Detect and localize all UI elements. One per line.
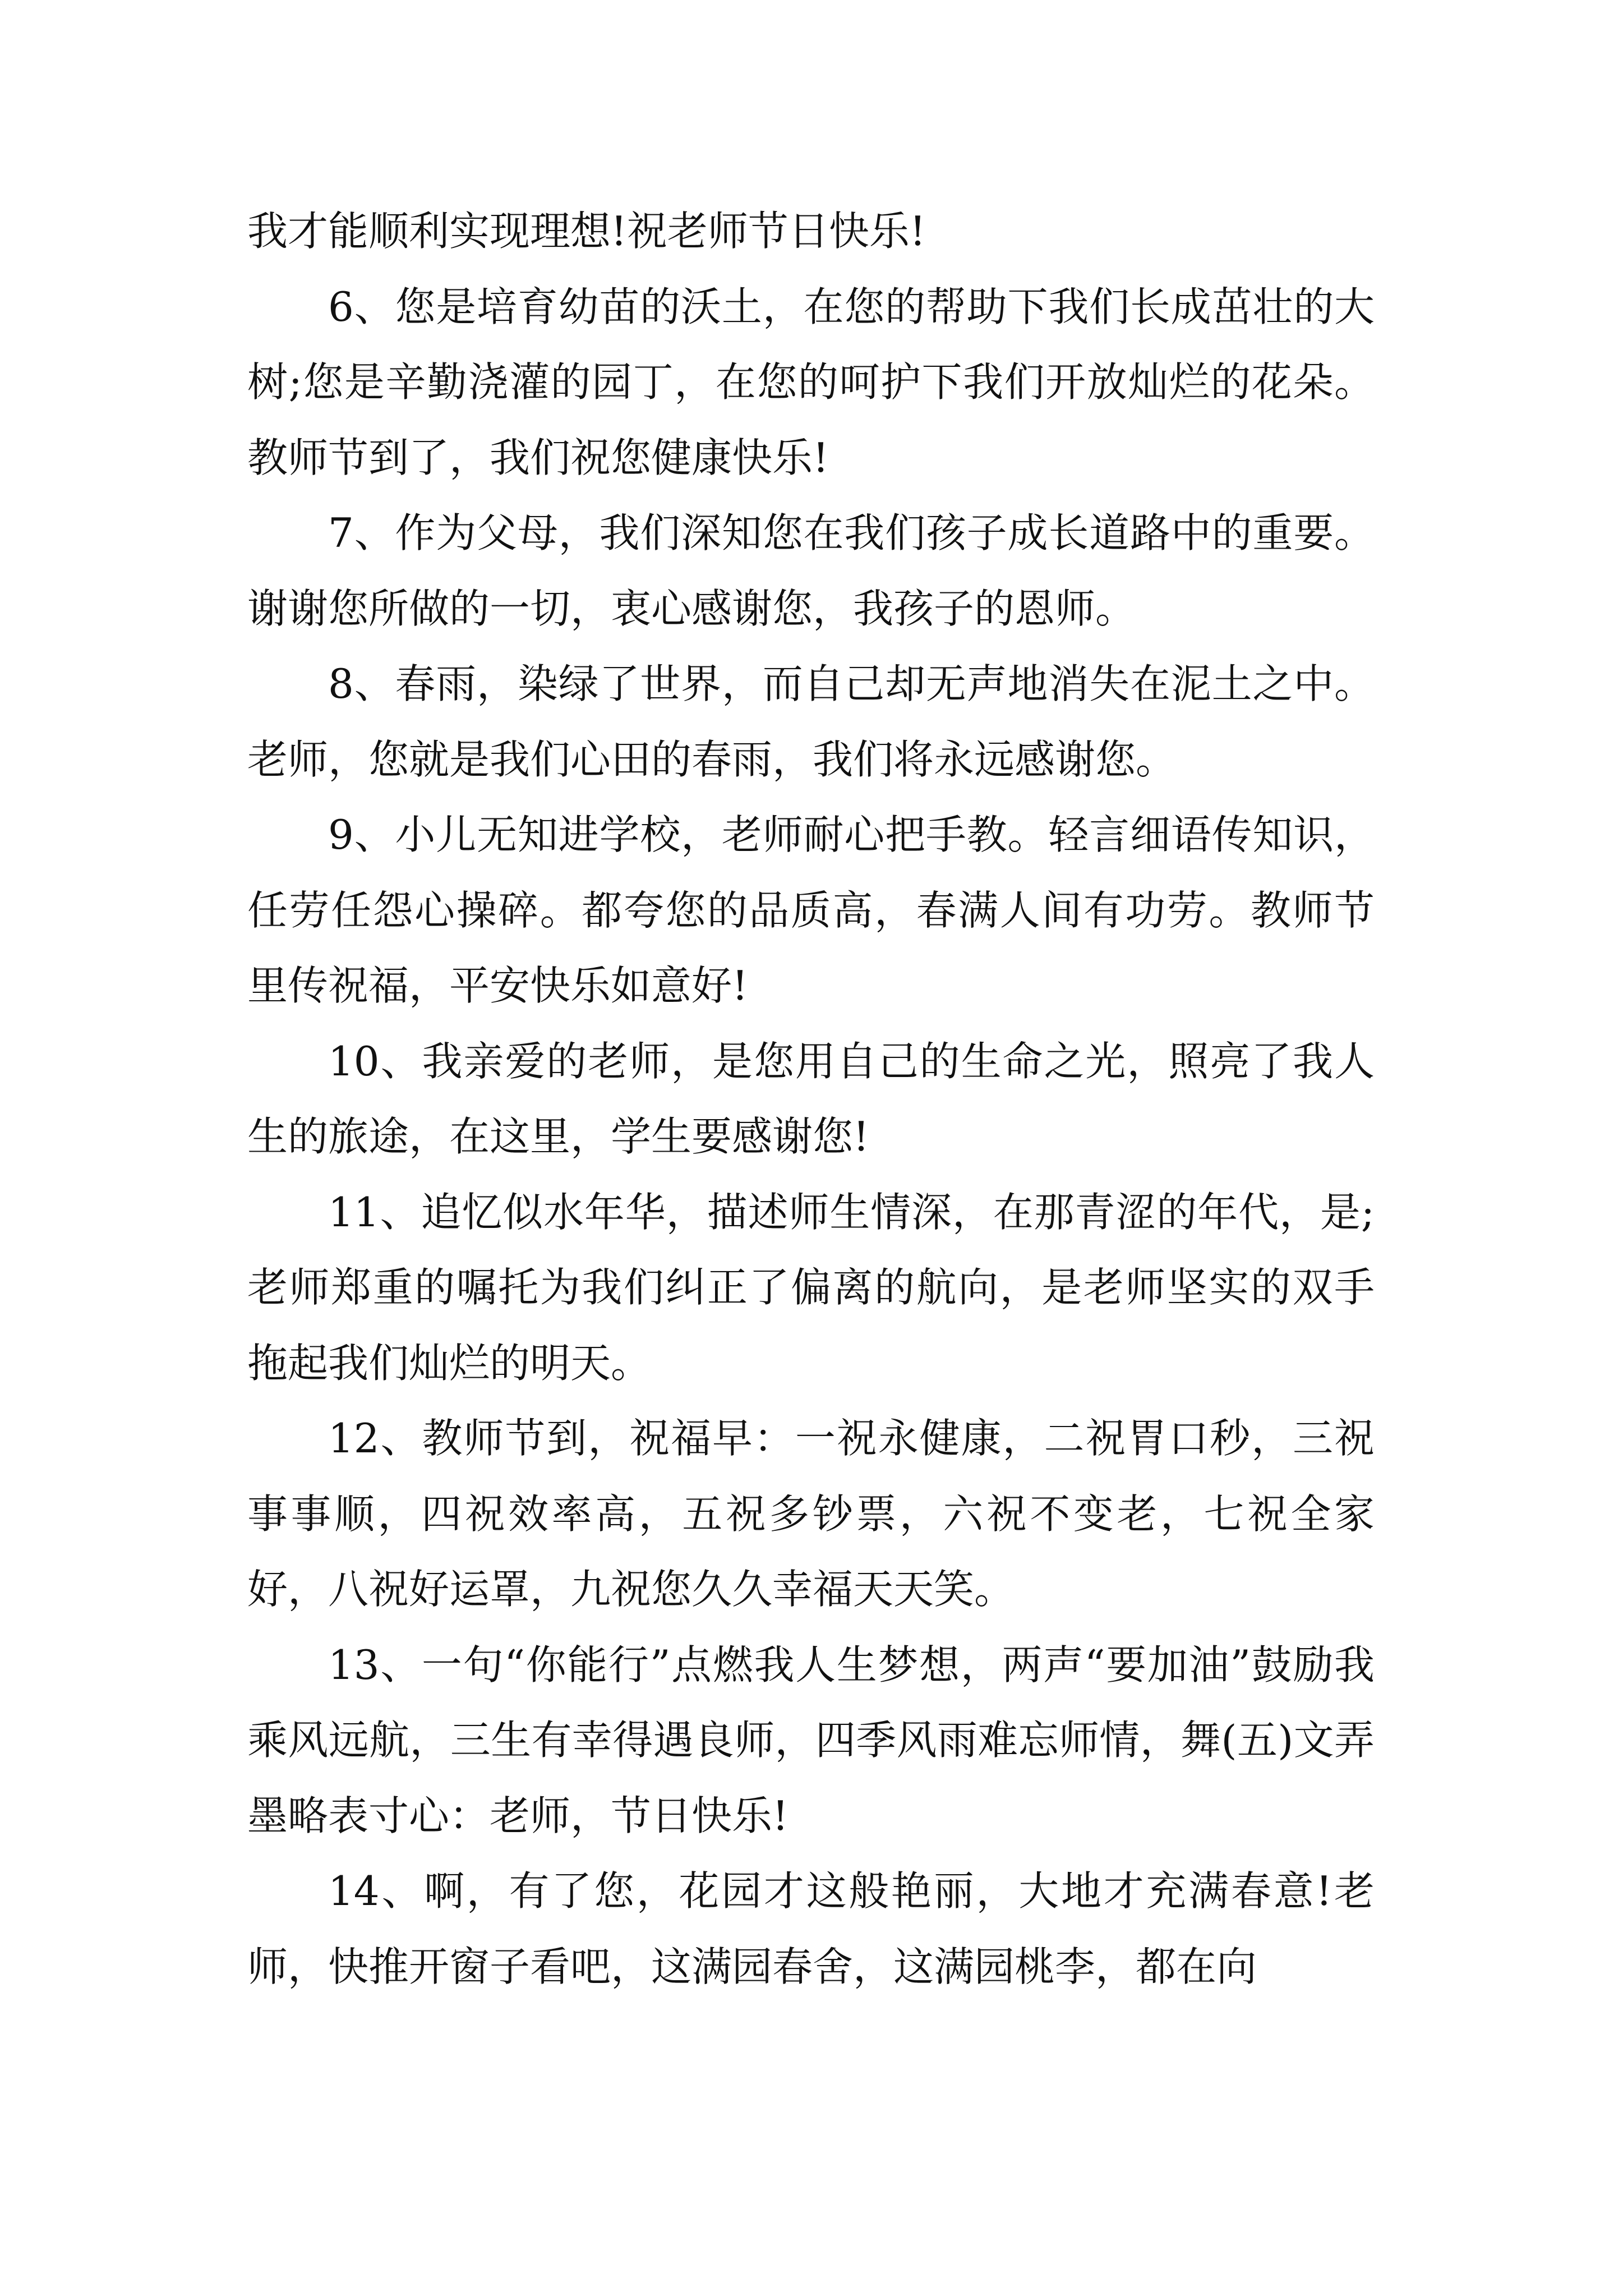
paragraph-6: 6、您是培育幼苗的沃土，在您的帮助下我们长成茁壮的大树;您是辛勤浇灌的园丁，在您的呵护下我们开放灿烂的花朵。教师节到了，我们祝您健康快乐! [247, 283, 1375, 481]
paragraph-13: 13、一句“你能行”点燃我人生梦想，两声“要加油”鼓励我乘风远航，三生有幸得遇良师，四季风雨难忘师情，舞(五)文弄墨略表寸心：老师，节日快乐! [247, 1641, 1375, 1839]
paragraph-12: 12、教师节到，祝福早：一祝永健康，二祝胃口秒，三祝事事顺，四祝效率高，五祝多钞票，六祝不变老，七祝全家好，八祝好运罩，九祝您久久幸福天天笑。 [247, 1415, 1375, 1613]
paragraph-10: 10、我亲爱的老师，是您用自己的生命之光，照亮了我人生的旅途，在这里，学生要感谢您! [247, 1037, 1375, 1160]
paragraph-5-continuation: 我才能顺利实现理想!祝老师节日快乐! [247, 208, 926, 255]
document-body [247, 194, 1375, 2004]
paragraph-8: 8、春雨，染绿了世界，而自己却无声地消失在泥土之中。老师，您就是我们心田的春雨，我们将永远感谢您。 [247, 660, 1375, 783]
paragraph-14: 14、啊，有了您，花园才这般艳丽，大地才充满春意!老师，快推开窗子看吧，这满园春舍，这满园桃李，都在向 [247, 1867, 1375, 1990]
paragraph-9: 9、小儿无知进学校，老师耐心把手教。轻言细语传知识，任劳任怨心操碎。都夸您的品质高，春满人间有功劳。教师节里传祝福，平安快乐如意好! [247, 811, 1375, 1009]
paragraph-7: 7、作为父母，我们深知您在我们孩子成长道路中的重要。谢谢您所做的一切，衷心感谢您，我孩子的恩师。 [247, 509, 1375, 632]
paragraph-11: 11、追忆似水年华，描述师生情深，在那青涩的年代，是;老师郑重的嘱托为我们纠正了偏离的航向，是老师坚实的双手拖起我们灿烂的明天。 [247, 1188, 1375, 1387]
